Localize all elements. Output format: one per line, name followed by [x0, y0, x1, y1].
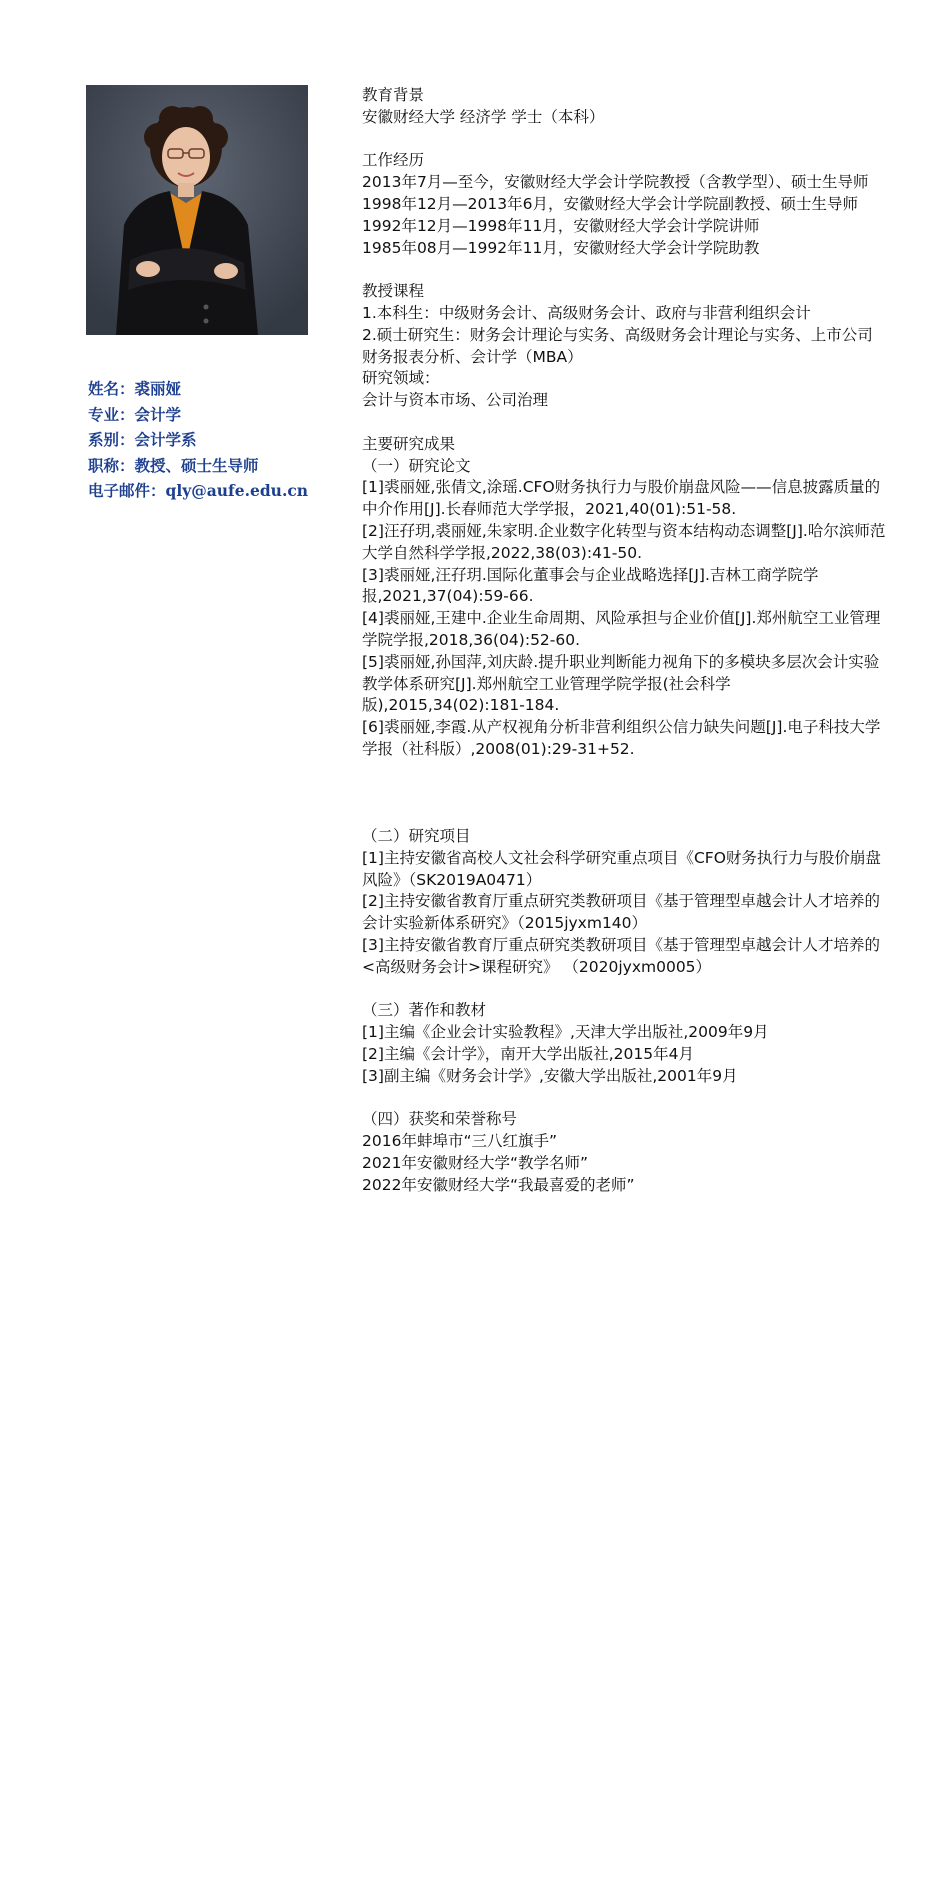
paper-item: [5]裘丽娅,孙国萍,刘庆龄.提升职业判断能力视角下的多模块多层次会计实验教学体系研究[J].郑州航空工业管理学院学报(社会科学版),2015,34(02):181-184.: [362, 652, 880, 715]
awards-heading: （四）获奖和荣誉称号: [362, 1110, 518, 1129]
paper-item: [1]裘丽娅,张倩文,涂瑶.CFO财务执行力与股价崩盘风险——信息披露质量的中介作用[J].长春师范大学学报，2021,40(01):51-58.: [362, 478, 881, 519]
education-line: 安徽财经大学 经济学 学士（本科）: [362, 107, 605, 126]
project-item: [3]主持安徽省教育厅重点研究类教研项目《基于管理型卓越会计人才培养的<高级财务会计>课程研究》 （2020jyxm0005）: [362, 936, 880, 976]
work-item: 2013年7月—至今，安徽财经大学会计学院教授（含教学型）、硕士生导师: [362, 173, 869, 192]
profile-photo: [86, 85, 308, 335]
book-item: [2]主编《会计学》，南开大学出版社,2015年4月: [362, 1045, 694, 1064]
course-item: 1.本科生：中级财务会计、高级财务会计、政府与非营利组织会计: [362, 303, 811, 322]
books-heading: （三）著作和教材: [362, 1001, 487, 1020]
profile-info: [88, 376, 318, 504]
courses-heading: 教授课程: [362, 282, 425, 301]
award-item: 2022年安徽财经大学“我最喜爱的老师”: [362, 1175, 635, 1194]
paper-item: [3]裘丽娅,汪孖玥.国际化董事会与企业战略选择[J].吉林工商学院学报,2021,37(04):59-66.: [362, 565, 819, 606]
results-heading: 主要研究成果: [362, 434, 456, 453]
paper-item: [4]裘丽娅,王建中.企业生命周期、风险承担与企业价值[J].郑州航空工业管理学院学报,2018,36(04):52-60.: [362, 609, 881, 649]
work-item: 1998年12月—2013年6月，安徽财经大学会计学院副教授、硕士生导师: [362, 194, 858, 213]
projects-heading: （二）研究项目: [362, 827, 471, 846]
book-item: [1]主编《企业会计实验教程》,天津大学出版社,2009年9月: [362, 1023, 769, 1042]
project-item: [2]主持安徽省教育厅重点研究类教研项目《基于管理型卓越会计人才培养的会计实验新体系研究》（2015jyxm140）: [362, 892, 880, 933]
profile-department: 系别：会计学系: [88, 430, 197, 449]
profile-email[interactable]: 电子邮件：qly@aufe.edu.cn: [88, 481, 309, 500]
education-heading: 教育背景: [362, 86, 425, 104]
project-item: [1]主持安徽省高校人文社会科学研究重点项目《CFO财务执行力与股价崩盘风险》（SK2019A0471）: [362, 848, 881, 889]
paper-item: [6]裘丽娅,李霞.从产权视角分析非营利组织公信力缺失问题[J].电子科技大学学报（社科版）,2008(01):29-31+52.: [362, 718, 881, 758]
cv-content: [362, 85, 887, 1197]
award-item: 2021年安徽财经大学“教学名师”: [362, 1154, 589, 1173]
award-item: 2016年蚌埠市“三八红旗手”: [362, 1132, 558, 1151]
work-item: 1985年08月—1992年11月，安徽财经大学会计学院助教: [362, 238, 760, 257]
papers-heading: （一）研究论文: [362, 456, 471, 475]
work-item: 1992年12月—1998年11月，安徽财经大学会计学院讲师: [362, 216, 760, 235]
profile-name: 姓名：裘丽娅: [88, 379, 182, 398]
profile-major: 专业：会计学: [88, 404, 182, 424]
work-heading: 工作经历: [362, 151, 425, 170]
book-item: [3]副主编《财务会计学》,安徽大学出版社,2001年9月: [362, 1066, 738, 1085]
paper-item: [2]汪孖玥,裘丽娅,朱家明.企业数字化转型与资本结构动态调整[J].哈尔滨师范大学自然科学学报,2022,38(03):41-50.: [362, 521, 886, 562]
research-field-heading: 研究领域：: [362, 369, 440, 388]
research-field: 会计与资本市场、公司治理: [362, 391, 549, 410]
portrait-image: [86, 85, 308, 335]
profile-title: 职称：教授、硕士生导师: [88, 455, 259, 475]
course-item: 2.硕士研究生：财务会计理论与实务、高级财务会计理论与实务、上市公司财务报表分析、会计学（MBA）: [362, 325, 873, 366]
